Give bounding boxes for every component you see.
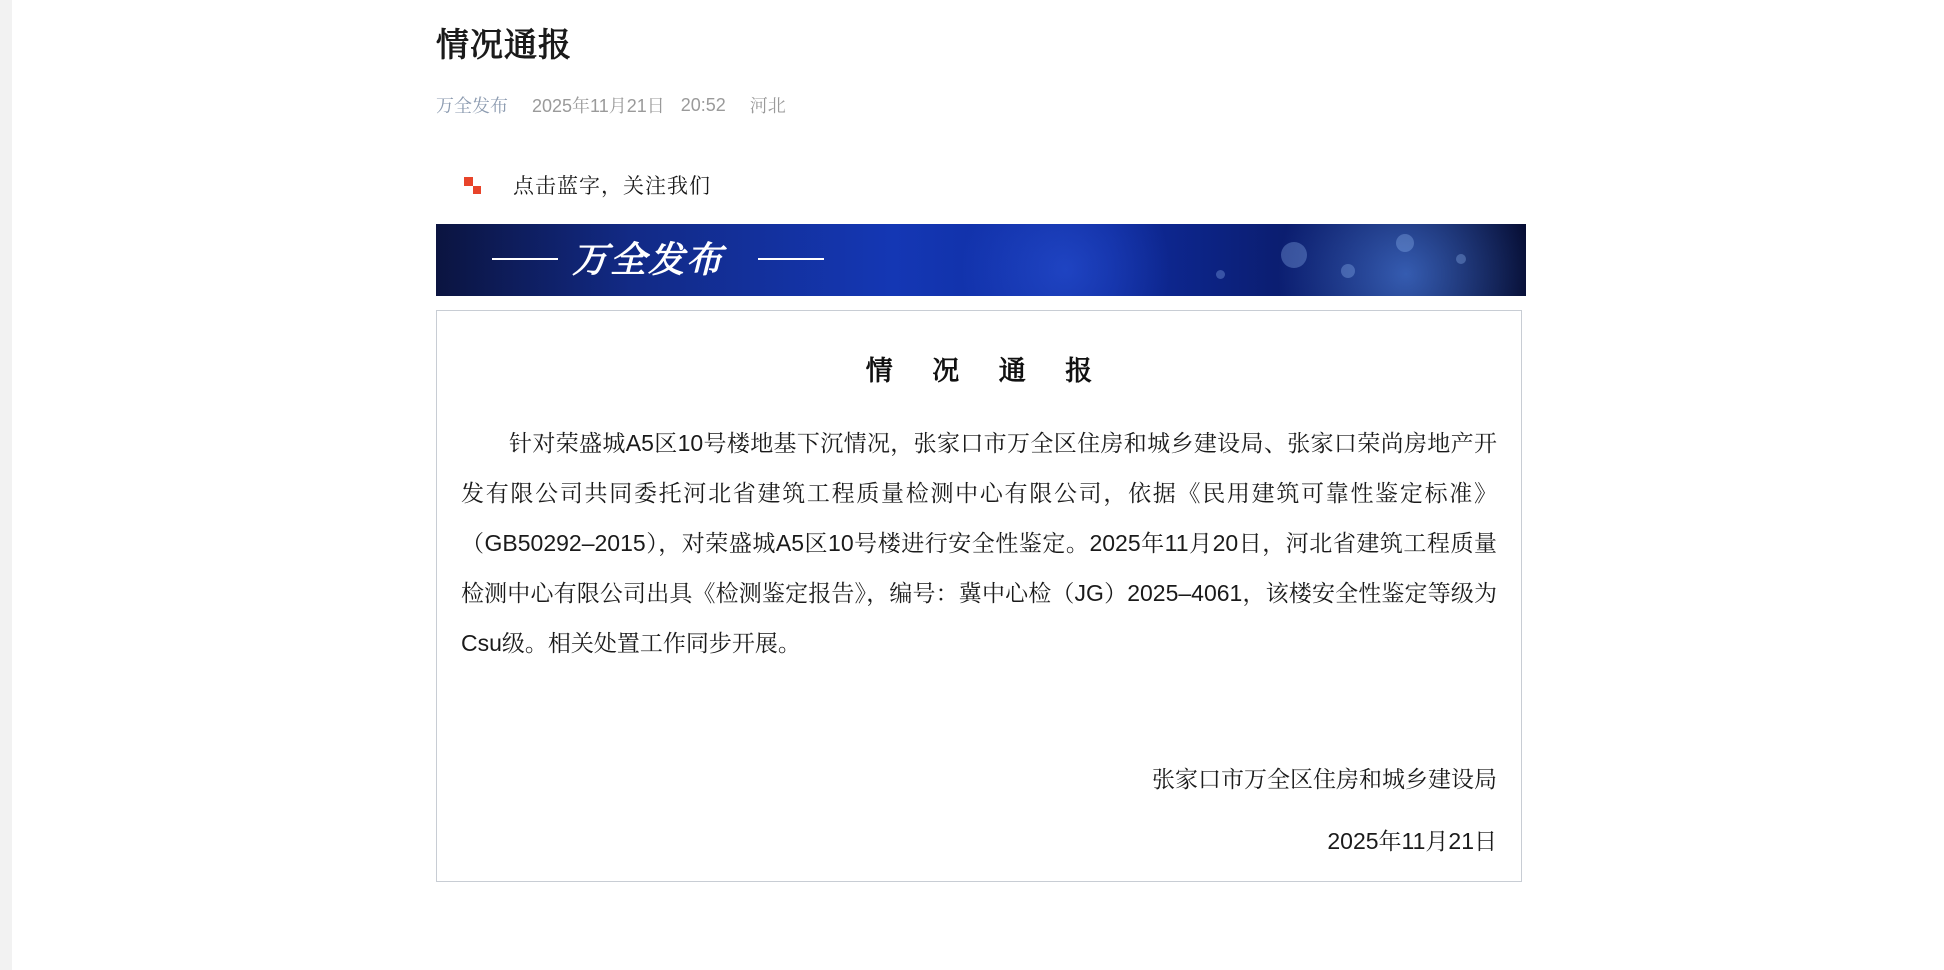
article-source-link[interactable]: 万全发布 [436, 96, 508, 117]
article-date: 2025年11月21日 [532, 96, 665, 117]
notice-signature: 张家口市万全区住房和城乡建设局 [1152, 766, 1497, 793]
follow-prompt-row [436, 170, 1526, 200]
notice-heading: 情 况 通 报 [865, 356, 1109, 387]
notice-sign-date: 2025年11月21日 [1327, 828, 1497, 855]
banner-bubble [1281, 242, 1307, 268]
notice-body-text: 针对荣盛城A5区10号楼地基下沉情况，张家口市万全区住房和城乡建设局、张家口荣尚房地产开发有限公司共同委托河北省建筑工程质量检测中心有限公司，依据《民用建筑可靠性鉴定标准》（GB50292–2015），对荣盛城A5区10号楼进行安全性鉴定。2025年11月20日，河北省建筑工程质量检测中心有限公司出具《检测鉴定报告》，编号：冀中心检（JG）2025–4061，该楼安全性鉴定等级为Csu级。相关处置工作同步开展。 [461, 430, 1497, 657]
banner-rule-right [758, 258, 824, 260]
article-content [436, 0, 1526, 882]
banner-title-text: 万全发布 [572, 240, 725, 281]
notice-document [436, 310, 1522, 882]
red-squares-icon [464, 177, 481, 194]
page-title: 情况通报 [436, 26, 572, 63]
banner-rule-left [492, 258, 558, 260]
banner-bubble [1216, 270, 1225, 279]
article-location: 河北 [749, 96, 786, 117]
follow-prompt-text[interactable]: 点击蓝字，关注我们 [513, 175, 711, 199]
left-gutter [0, 0, 12, 970]
banner-glow-secondary [936, 224, 1196, 296]
article-meta [436, 92, 1526, 118]
account-banner-image [436, 224, 1526, 296]
article-time: 20:52 [680, 94, 726, 115]
